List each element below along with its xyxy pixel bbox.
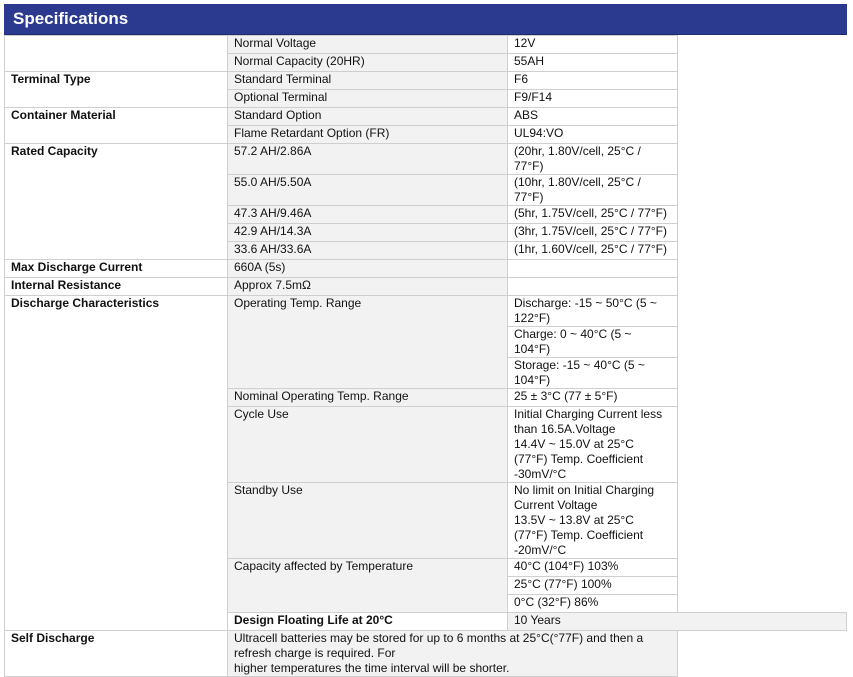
- specifications-table: [4, 35, 847, 677]
- standby-use-value: [508, 483, 678, 559]
- standby-use-line: 13.5V ~ 13.8V at 25°C (77°F) Temp. Coefficient -20mV/°C: [514, 513, 644, 557]
- table-row: [5, 108, 847, 126]
- optional-terminal-label: Optional Terminal: [228, 90, 508, 108]
- cycle-use-value: [508, 407, 678, 483]
- design-life-title: Design Floating Life at 20°C: [228, 613, 508, 631]
- table-row: [5, 144, 847, 175]
- discharge-characteristics-title: Discharge Characteristics: [5, 296, 228, 631]
- capacity-temp-value: 0°C (32°F) 86%: [508, 595, 678, 613]
- design-life-value: 10 Years: [508, 613, 847, 631]
- rated-capacity-condition: (3hr, 1.75V/cell, 25°C / 77°F): [508, 224, 678, 242]
- rated-capacity-condition: (1hr, 1.60V/cell, 25°C / 77°F): [508, 242, 678, 260]
- max-discharge-value: 660A (5s): [228, 260, 508, 278]
- self-discharge-title: Self Discharge: [5, 631, 228, 677]
- rated-capacity-item: 42.9 AH/14.3A: [228, 224, 508, 242]
- standard-terminal-label: Standard Terminal: [228, 72, 508, 90]
- table-row: [5, 72, 847, 90]
- standby-use-label: Standby Use: [228, 483, 508, 559]
- nominal-temp-label: Nominal Operating Temp. Range: [228, 389, 508, 407]
- row-title-empty: [5, 36, 228, 72]
- operating-temp-storage: Storage: -15 ~ 40°C (5 ~ 104°F): [508, 358, 678, 389]
- normal-capacity-value: 55AH: [508, 54, 678, 72]
- table-row: [5, 296, 847, 327]
- nominal-temp-value: 25 ± 3°C (77 ± 5°F): [508, 389, 678, 407]
- rated-capacity-item: 33.6 AH/33.6A: [228, 242, 508, 260]
- rated-capacity-title: Rated Capacity: [5, 144, 228, 260]
- table-row: [5, 260, 847, 278]
- rated-capacity-condition: (10hr, 1.80V/cell, 25°C / 77°F): [508, 175, 678, 206]
- rated-capacity-item: 55.0 AH/5.50A: [228, 175, 508, 206]
- operating-temp-charge: Charge: 0 ~ 40°C (5 ~ 104°F): [508, 327, 678, 358]
- internal-resistance-value: Approx 7.5mΩ: [228, 278, 508, 296]
- rated-capacity-item: 57.2 AH/2.86A: [228, 144, 508, 175]
- table-row: [5, 631, 847, 677]
- table-row: [5, 278, 847, 296]
- standard-option-label: Standard Option: [228, 108, 508, 126]
- table-row: [5, 36, 847, 54]
- rated-capacity-condition: (5hr, 1.75V/cell, 25°C / 77°F): [508, 206, 678, 224]
- specifications-panel: [4, 4, 847, 677]
- internal-resistance-title: Internal Resistance: [5, 278, 228, 296]
- cycle-use-line: Initial Charging Current less than 16.5A.Voltage: [514, 407, 663, 436]
- max-discharge-title: Max Discharge Current: [5, 260, 228, 278]
- standard-option-value: ABS: [508, 108, 678, 126]
- terminal-type-title: Terminal Type: [5, 72, 228, 108]
- self-discharge-line: higher temperatures the time interval will be shorter.: [234, 661, 510, 675]
- flame-retardant-label: Flame Retardant Option (FR): [228, 126, 508, 144]
- standard-terminal-value: F6: [508, 72, 678, 90]
- rated-capacity-condition: (20hr, 1.80V/cell, 25°C / 77°F): [508, 144, 678, 175]
- self-discharge-line: Ultracell batteries may be stored for up to 6 months at 25°C(°77F) and then a refresh charge is required. For: [234, 631, 644, 660]
- normal-capacity-label: Normal Capacity (20HR): [228, 54, 508, 72]
- operating-temp-label: Operating Temp. Range: [228, 296, 508, 389]
- panel-title: Specifications: [13, 9, 129, 28]
- cycle-use-line: 14.4V ~ 15.0V at 25°C (77°F) Temp. Coefficient -30mV/°C: [514, 437, 644, 481]
- cycle-use-label: Cycle Use: [228, 407, 508, 483]
- operating-temp-discharge: Discharge: -15 ~ 50°C (5 ~ 122°F): [508, 296, 678, 327]
- capacity-temp-value: 25°C (77°F) 100%: [508, 577, 678, 595]
- flame-retardant-value: UL94:VO: [508, 126, 678, 144]
- empty-cell: [508, 260, 678, 278]
- standby-use-line: No limit on Initial Charging Current Voltage: [514, 483, 655, 512]
- normal-voltage-label: Normal Voltage: [228, 36, 508, 54]
- optional-terminal-value: F9/F14: [508, 90, 678, 108]
- empty-cell: [508, 278, 678, 296]
- rated-capacity-item: 47.3 AH/9.46A: [228, 206, 508, 224]
- capacity-temp-label: Capacity affected by Temperature: [228, 559, 508, 613]
- container-material-title: Container Material: [5, 108, 228, 144]
- self-discharge-value: [228, 631, 678, 677]
- panel-header: [4, 4, 847, 35]
- normal-voltage-value: 12V: [508, 36, 678, 54]
- capacity-temp-value: 40°C (104°F) 103%: [508, 559, 678, 577]
